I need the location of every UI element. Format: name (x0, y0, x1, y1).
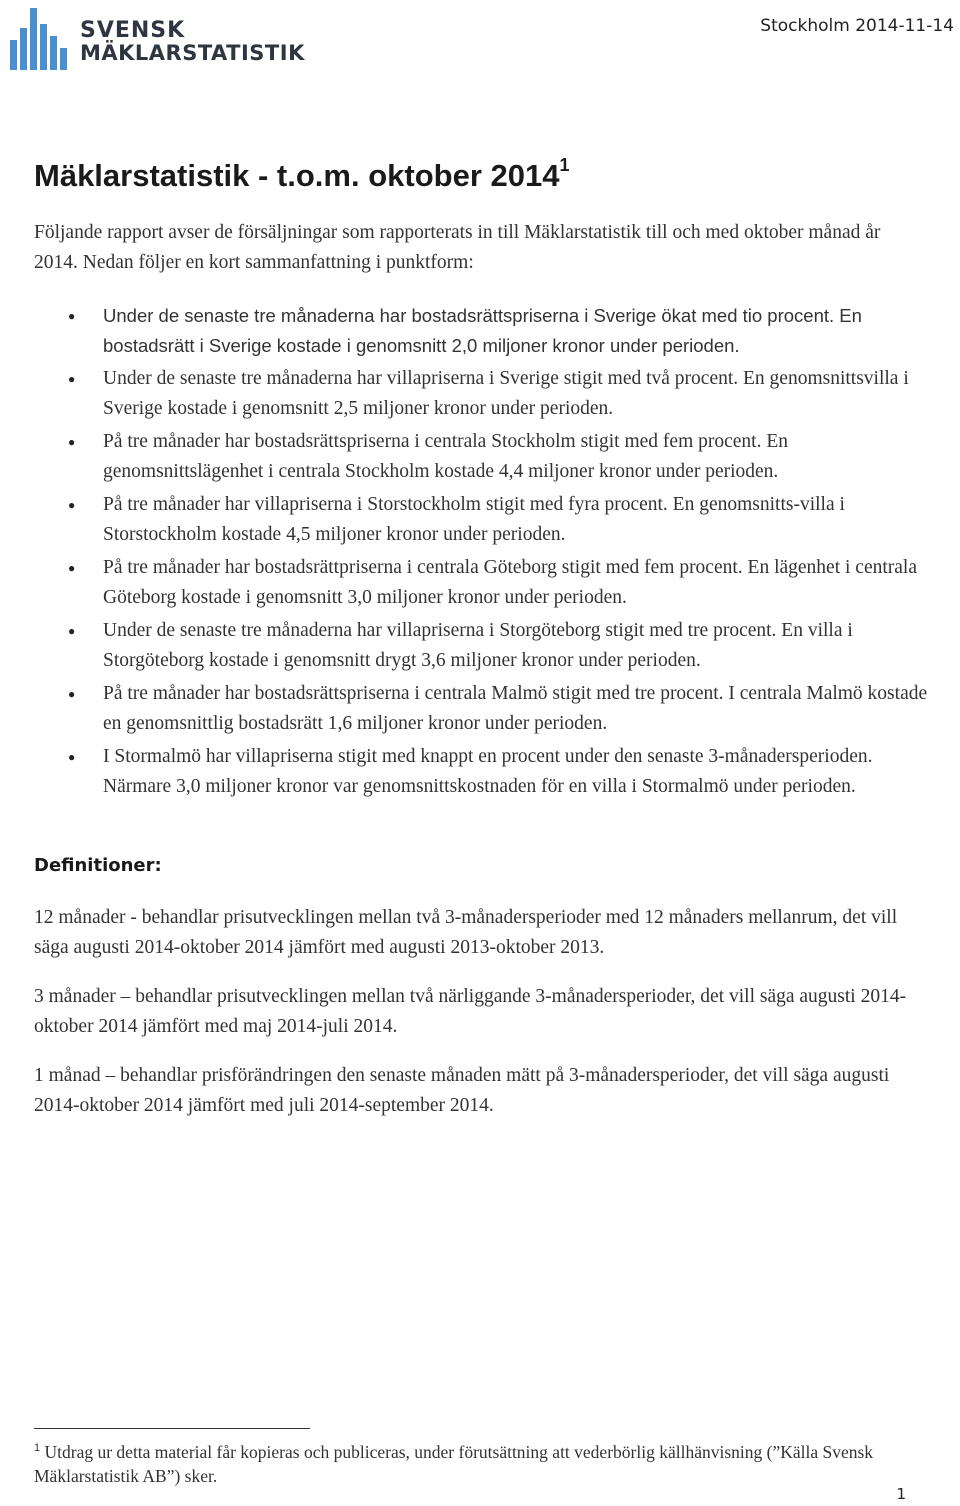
summary-list (0, 301, 940, 805)
footnote-divider (34, 1428, 310, 1429)
summary-item: ● På tre månader har bostadsrättspriserna i centrala Malmö stigit med tre procent. I centrala Malmö kostade en genomsnittlig bostadsrätt 1,6 miljoner kronor under perioden. (0, 679, 940, 739)
summary-item: ● Under de senaste tre månaderna har villapriserna i Sverige stigit med två procent. En genomsnittsvilla i Sverige kostade i genomsnitt 2,5 miljoner kronor under perioden. (0, 364, 940, 424)
title-footnote-mark: 1 (559, 154, 570, 175)
page-title (34, 154, 570, 194)
logo-wordmark (80, 20, 305, 64)
footnote (34, 1436, 914, 1488)
page-number: 1 (896, 1485, 906, 1503)
footnote-text: Utdrag ur detta material får kopieras och publiceras, under förutsättning att vederbörlig källhänvisning (”Källa Svensk Mäklarstatistik AB”) sker. (34, 1441, 874, 1486)
logo-bars-icon (10, 6, 68, 72)
footnote-mark: 1 (34, 1442, 41, 1454)
definition-1-month: 1 månad – behandlar prisförändringen den senaste månaden mätt på 3-månadersperioder, det vill säga augusti 2014-oktober 2014 jämfört med juli 2014-september 2014. (34, 1065, 890, 1116)
intro-paragraph: Följande rapport avser de försäljningar som rapporterats in till Mäklarstatistik till och med oktober månad år 2014. Nedan följer en kort sammanfattning i punktform: (34, 222, 881, 273)
definition-3-months: 3 månader – behandlar prisutvecklingen mellan två närliggande 3-månadersperioder, det vill säga augusti 2014-oktober 2014 jämfört med maj 2014-juli 2014. (34, 986, 907, 1037)
definitions-heading: Definitioner: (34, 855, 162, 876)
page-title-text: Mäklarstatistik - t.o.m. oktober 2014 (34, 158, 560, 193)
summary-item: ● Under de senaste tre månaderna har villapriserna i Storgöteborg stigit med tre procent. En villa i Storgöteborg kostade i genomsnitt drygt 3,6 miljoner kronor under perioden. (0, 616, 940, 676)
summary-item: ● I Stormalmö har villapriserna stigit med knappt en procent under den senaste 3-månadersperioden. Närmare 3,0 miljoner kronor var genomsnittskostnaden för en villa i Stormalmö under perioden. (0, 742, 940, 802)
logo (10, 6, 305, 72)
summary-item: ● På tre månader har bostadsrättspriserna i centrala Stockholm stigit med fem procent. En genomsnittslägenhet i centrala Stockholm kostade 4,4 miljoner kronor under perioden. (0, 427, 940, 487)
logo-line2: MÄKLARSTATISTIK (80, 41, 305, 65)
summary-item: ● På tre månader har bostadsrättpriserna i centrala Göteborg stigit med fem procent. En lägenhet i centrala Göteborg kostade i genomsnitt 3,0 miljoner kronor under perioden. (0, 553, 940, 613)
definition-12-months: 12 månader - behandlar prisutvecklingen mellan två 3-månadersperioder med 12 månaders mellanrum, det vill säga augusti 2014-oktober 2014 jämfört med augusti 2013-oktober 2013. (34, 907, 898, 958)
document-date: Stockholm 2014-11-14 (760, 16, 954, 36)
summary-item: ● Under de senaste tre månaderna har bostadsrättspriserna i Sverige ökat med tio procent. En bostadsrätt i Sverige kostade i genomsnitt 2,0 miljoner kronor under perioden. (0, 301, 940, 361)
summary-item: ● På tre månader har villapriserna i Storstockholm stigit med fyra procent. En genomsnitts-villa i Storstockholm kostade 4,5 miljoner kronor under perioden. (0, 490, 940, 550)
logo-line1: SVENSK (80, 18, 186, 43)
